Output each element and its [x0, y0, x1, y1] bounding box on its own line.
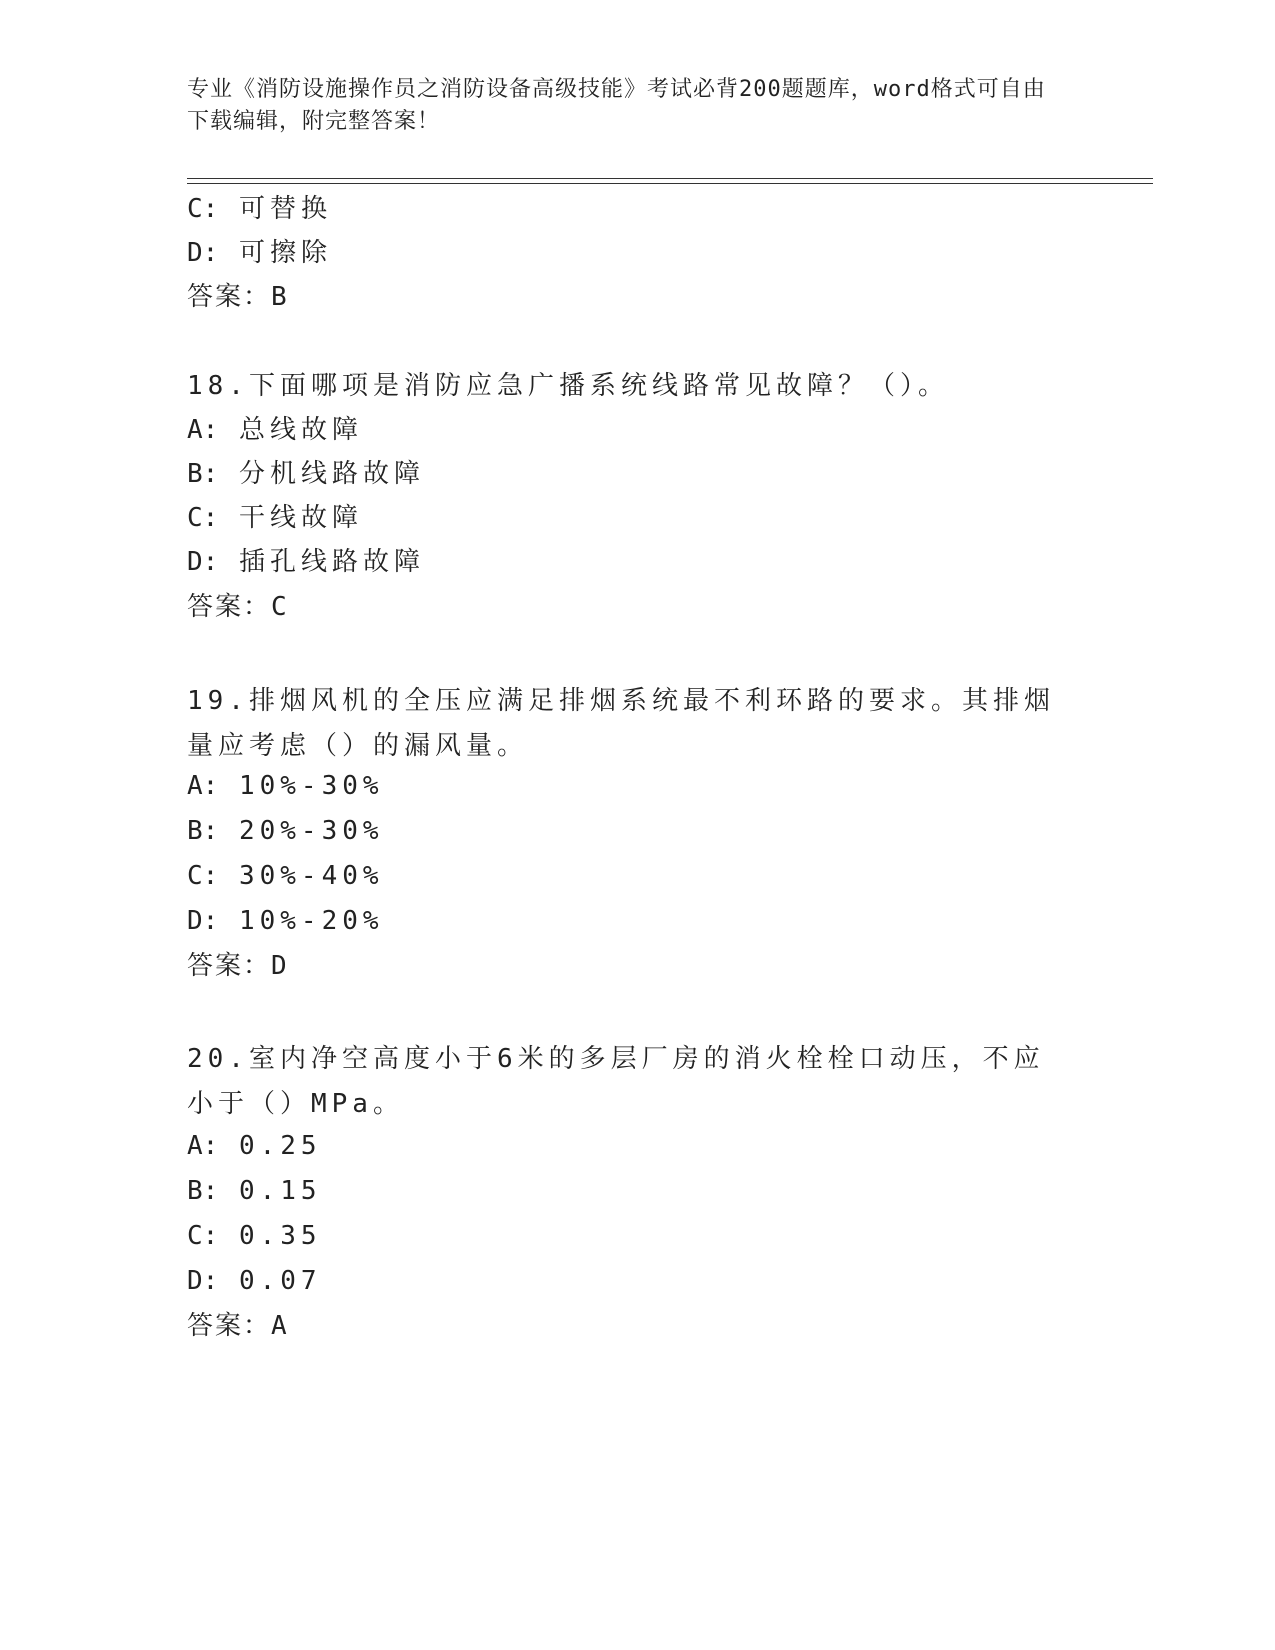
answer-value: B [271, 282, 287, 312]
option-text: 分机线路故障 [238, 459, 425, 489]
option-letter: B: [187, 1176, 219, 1206]
option-letter: C: [187, 861, 219, 891]
option-text: 总线故障 [238, 415, 363, 445]
answer-line [187, 591, 287, 623]
answer-label: 答案： [187, 951, 272, 981]
answer-label: 答案： [187, 592, 272, 622]
option-line [187, 905, 384, 937]
answer-value: C [271, 592, 287, 622]
option-line [187, 502, 363, 534]
option-line [187, 860, 384, 892]
option-line [187, 414, 363, 446]
option-line [187, 546, 425, 578]
option-line [187, 1265, 322, 1297]
option-line [187, 193, 332, 225]
option-letter: D: [187, 547, 219, 577]
option-letter: A: [187, 771, 219, 801]
option-text: 0.25 [238, 1131, 322, 1161]
option-text: 0.15 [238, 1176, 322, 1206]
option-letter: A: [187, 415, 219, 445]
question-stem: 19.排烟风机的全压应满足排烟系统最不利环路的要求。其排烟量应考虑（）的漏风量。 [187, 686, 1055, 761]
answer-label: 答案： [187, 282, 272, 312]
answer-value: D [271, 951, 287, 981]
option-line [187, 815, 384, 847]
option-letter: B: [187, 459, 219, 489]
option-letter: A: [187, 1131, 219, 1161]
option-letter: B: [187, 816, 219, 846]
option-letter: D: [187, 906, 219, 936]
answer-label: 答案： [187, 1311, 272, 1341]
option-text: 0.35 [238, 1221, 322, 1251]
header-divider-top [187, 178, 1153, 179]
option-letter: C: [187, 1221, 219, 1251]
option-line [187, 770, 384, 802]
option-line [187, 237, 332, 269]
option-text: 插孔线路故障 [238, 547, 425, 577]
option-line [187, 1175, 322, 1207]
question-stem: 18.下面哪项是消防应急广播系统线路常见故障？（）。 [187, 371, 949, 401]
option-letter: C: [187, 503, 219, 533]
option-text: 可替换 [238, 194, 332, 224]
option-text: 30%-40% [238, 861, 384, 891]
option-line [187, 1130, 322, 1162]
option-letter: D: [187, 1266, 219, 1296]
answer-line [187, 950, 287, 982]
header-divider-bottom [187, 183, 1153, 184]
answer-value: A [271, 1311, 287, 1341]
option-text: 可擦除 [238, 238, 332, 268]
option-text: 10%-20% [238, 906, 384, 936]
document-header: 专业《消防设施操作员之消防设备高级技能》考试必背200题题库，word格式可自由下载编辑，附完整答案！ [187, 77, 1046, 134]
question-stem: 20.室内净空高度小于6米的多层厂房的消火栓栓口动压，不应小于（）MPa。 [187, 1044, 1045, 1119]
option-letter: C: [187, 194, 219, 224]
option-line [187, 1220, 322, 1252]
answer-line [187, 281, 287, 313]
option-text: 20%-30% [238, 816, 384, 846]
option-text: 干线故障 [238, 503, 363, 533]
option-line [187, 458, 425, 490]
option-text: 0.07 [238, 1266, 322, 1296]
option-text: 10%-30% [238, 771, 384, 801]
option-letter: D: [187, 238, 219, 268]
answer-line [187, 1310, 287, 1342]
